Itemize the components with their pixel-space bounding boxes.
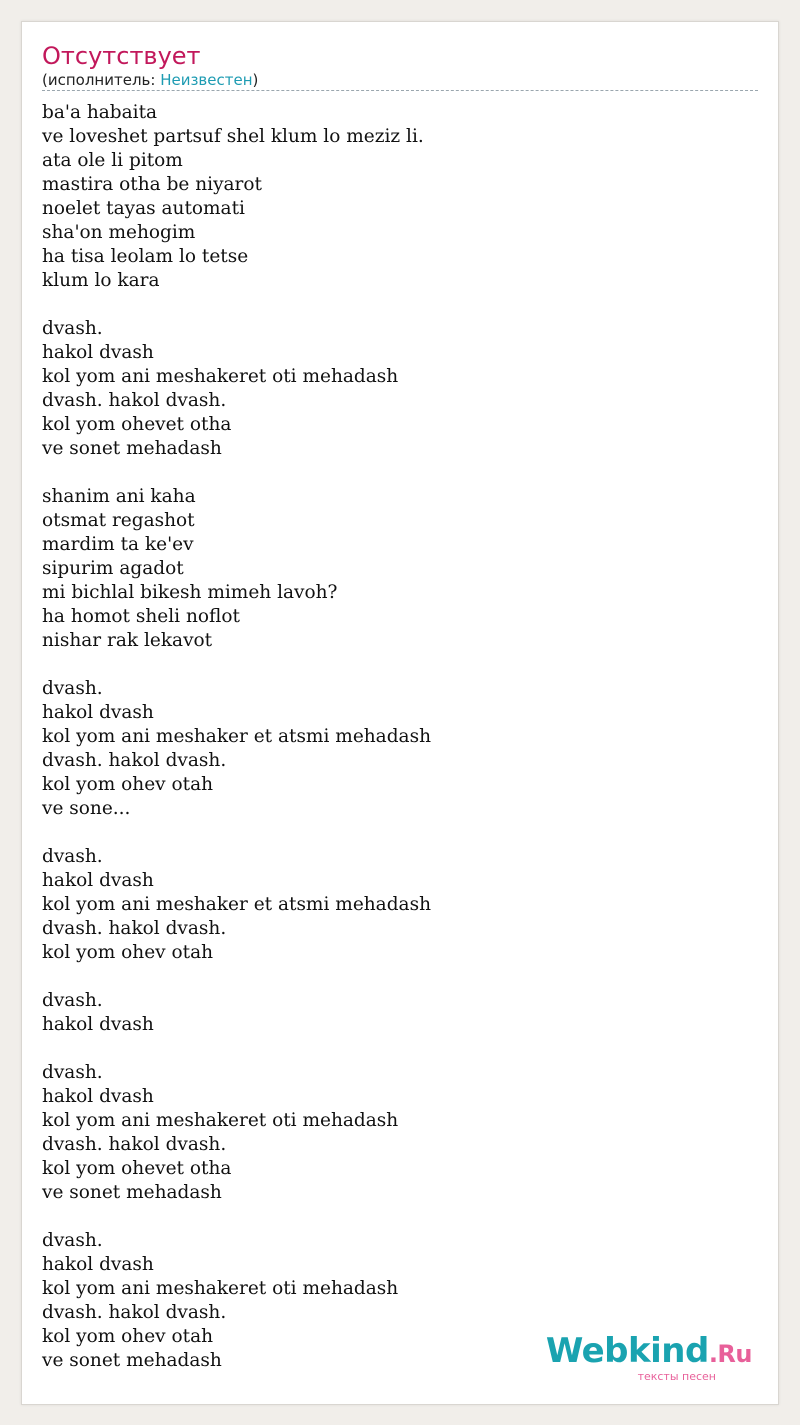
lyric-line — [42, 653, 431, 677]
lyric-line: hakol dvash — [42, 1254, 154, 1275]
lyric-line: hakol dvash — [42, 1086, 154, 1107]
lyric-line: noelet tayas automati — [42, 198, 245, 219]
lyric-line — [42, 821, 431, 845]
lyric-line: ha tisa leolam lo tetse — [42, 246, 249, 267]
lyric-line: kol yom ani meshakeret oti mehadash — [42, 1278, 399, 1299]
lyric-line: dvash. — [42, 678, 103, 699]
lyric-line: kol yom ani meshakeret oti mehadash — [42, 1110, 399, 1131]
lyric-line: kol yom ani meshakeret oti mehadash — [42, 366, 399, 387]
artist-line — [42, 70, 258, 90]
logo-tld: .Ru — [708, 1340, 752, 1368]
artist-prefix: (исполнитель: — [42, 71, 161, 89]
lyric-line — [42, 293, 431, 317]
artist-link[interactable]: Неизвестен — [160, 71, 253, 89]
lyric-line: dvash. hakol dvash. — [42, 1302, 227, 1323]
lyric-line: kol yom ani meshaker et atsmi mehadash — [42, 894, 431, 915]
lyric-line: kol yom ohevet otha — [42, 1158, 232, 1179]
lyric-line: ve sonet mehadash — [42, 1350, 222, 1371]
lyric-line: kol yom ohev otah — [42, 942, 214, 963]
lyric-line: dvash. — [42, 990, 103, 1011]
lyric-line: ve loveshet partsuf shel klum lo meziz li. — [42, 126, 424, 147]
lyric-line: kol yom ohevet otha — [42, 414, 232, 435]
site-logo[interactable] — [545, 1331, 752, 1383]
lyric-line: ata ole li pitom — [42, 150, 183, 171]
lyric-line — [42, 1037, 431, 1061]
lyrics-card — [21, 21, 779, 1405]
artist-suffix: ) — [252, 71, 259, 89]
lyrics-text — [42, 101, 431, 1373]
lyric-line: kol yom ohev otah — [42, 774, 214, 795]
lyric-line: sipurim agadot — [42, 558, 184, 579]
lyric-line: dvash. — [42, 318, 103, 339]
lyric-line: mastira otha be niyarot — [42, 174, 262, 195]
lyric-line — [42, 965, 431, 989]
lyric-line: hakol dvash — [42, 1014, 154, 1035]
lyric-line: otsmat regashot — [42, 510, 195, 531]
lyric-line: nishar rak lekavot — [42, 630, 213, 651]
lyric-line: shanim ani kaha — [42, 486, 196, 507]
lyric-line: ve sonet mehadash — [42, 438, 222, 459]
lyric-line: ve sone... — [42, 798, 131, 819]
lyric-line: mardim ta ke'ev — [42, 534, 194, 555]
logo-brand: Webkind — [545, 1331, 709, 1371]
logo-tagline: тексты песен — [637, 1370, 716, 1383]
lyric-line: dvash. — [42, 1230, 103, 1251]
lyric-line: ba'a habaita — [42, 102, 158, 123]
lyric-line — [42, 461, 431, 485]
lyric-line: ve sonet mehadash — [42, 1182, 222, 1203]
lyric-line: dvash. — [42, 1062, 103, 1083]
lyric-line: dvash. hakol dvash. — [42, 390, 227, 411]
lyric-line: dvash. — [42, 846, 103, 867]
lyric-line: klum lo kara — [42, 270, 160, 291]
lyric-line: sha'on mehogim — [42, 222, 196, 243]
lyric-line: dvash. hakol dvash. — [42, 1134, 227, 1155]
lyric-line: ha homot sheli noflot — [42, 606, 240, 627]
lyric-line: kol yom ohev otah — [42, 1326, 214, 1347]
lyric-line — [42, 1205, 431, 1229]
lyric-line: mi bichlal bikesh mimeh lavoh? — [42, 582, 338, 603]
song-title: Отсутствует — [42, 42, 201, 70]
lyric-line: kol yom ani meshaker et atsmi mehadash — [42, 726, 431, 747]
lyric-line: hakol dvash — [42, 702, 154, 723]
lyric-line: dvash. hakol dvash. — [42, 750, 227, 771]
lyric-line: hakol dvash — [42, 870, 154, 891]
lyric-line: hakol dvash — [42, 342, 154, 363]
title-divider — [42, 90, 758, 91]
lyric-line: dvash. hakol dvash. — [42, 918, 227, 939]
